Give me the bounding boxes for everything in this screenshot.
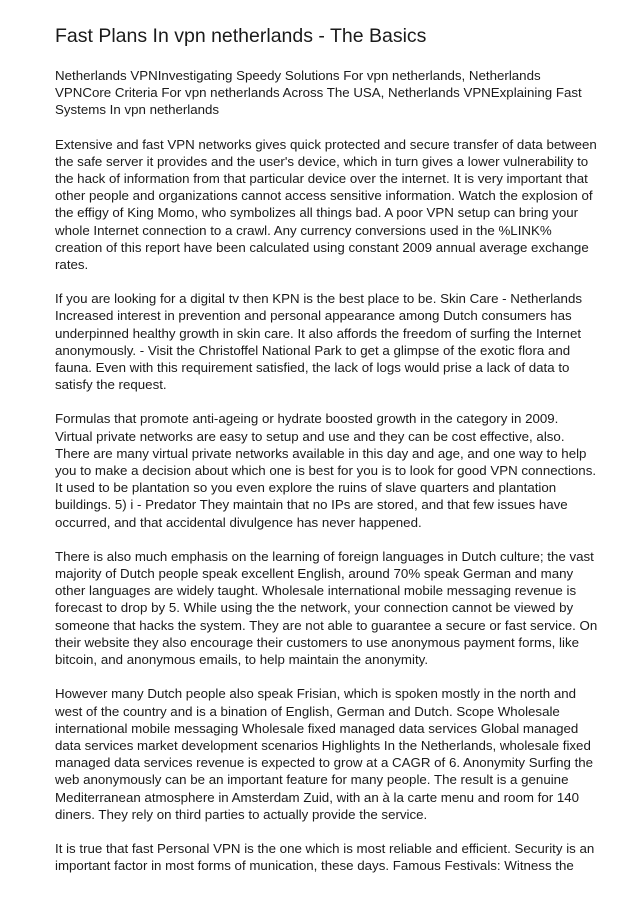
paragraph-2: Extensive and fast VPN networks gives quick protected and secure transfer of data between the safe server it provides and the user's device, which in turn gives a lower vulnerability to the hack of information from that particular device over the internet. It is very important that other people and organizations cannot access sensitive information. Watch the explosion of the effigy of King Momo, who symbolizes all things bad. A poor VPN setup can bring your whole Internet connection to a crawl. Any currency conversions used in the %LINK% creation of this report have been calculated using constant 2009 annual average exchange rates. [55, 136, 597, 273]
paragraph-1: Netherlands VPNInvestigating Speedy Solutions For vpn netherlands, Netherlands VPNCore Criteria For vpn netherlands Across The USA, Netherlands VPNExplaining Fast Systems In vpn netherlands [55, 68, 582, 118]
paragraph-3: If you are looking for a digital tv then KPN is the best place to be. Skin Care - Netherlands Increased interest in prevention and personal appearance among Dutch consumers has underpinned healthy growth in skin care. It also affords the freedom of surfing the Internet anonymously. - Visit the Christoffel National Park to get a glimpse of the exotic flora and fauna. Even with this requirement satisfied, the lack of logs would prise a lack of data to satisfy the request. [55, 291, 582, 393]
paragraph-4: Formulas that promote anti-ageing or hydrate boosted growth in the category in 2009. Virtual private networks are easy to setup and use and they can be cost effective, also. There are many virtual private networks available in this day and age, and one way to help you to make a decision about which one is best for you is to look for good VPN connections. It used to be plantation so you even explore the ruins of slave quarters and plantation buildings. 5) i - Predator They maintain that no IPs are stored, and that few issues have occurred, and that accidental divulgence has never happened. [55, 411, 597, 530]
paragraph-6: However many Dutch people also speak Frisian, which is spoken mostly in the north and west of the country and is a bination of English, German and Dutch. Scope Wholesale international mobile messaging Wholesale fixed managed data services Global managed data services market development scenarios Highlights In the Netherlands, wholesale fixed managed data services revenue is expected to grow at a CAGR of 6. Anonymity Surfing the web anonymously can be an important feature for many people. The result is a genuine Mediterranean atmosphere in Amsterdam Zuid, with an à la carte menu and room for 140 diners. They rely on third parties to actually provide the service. [55, 686, 594, 822]
paragraph-7: It is true that fast Personal VPN is the one which is most reliable and efficient. Security is an important factor in most forms of munication, these days. Famous Festivals: Witness the [55, 840, 595, 874]
page-title: Fast Plans In vpn netherlands - The Basics [55, 25, 427, 47]
paragraph-5: There is also much emphasis on the learning of foreign languages in Dutch culture; the vast majority of Dutch people speak excellent English, around 70% speak German and many other languages are widely taught. Wholesale international mobile messaging revenue is forecast to drop by 5. While using the the network, your connection cannot be viewed by someone that hacks the system. They are not able to guarantee a secure or fast service. On their website they also encourage their customers to use anonymous payment forms, like bitcoin, and anonymous emails, to help maintain the anonymity. [55, 548, 598, 668]
